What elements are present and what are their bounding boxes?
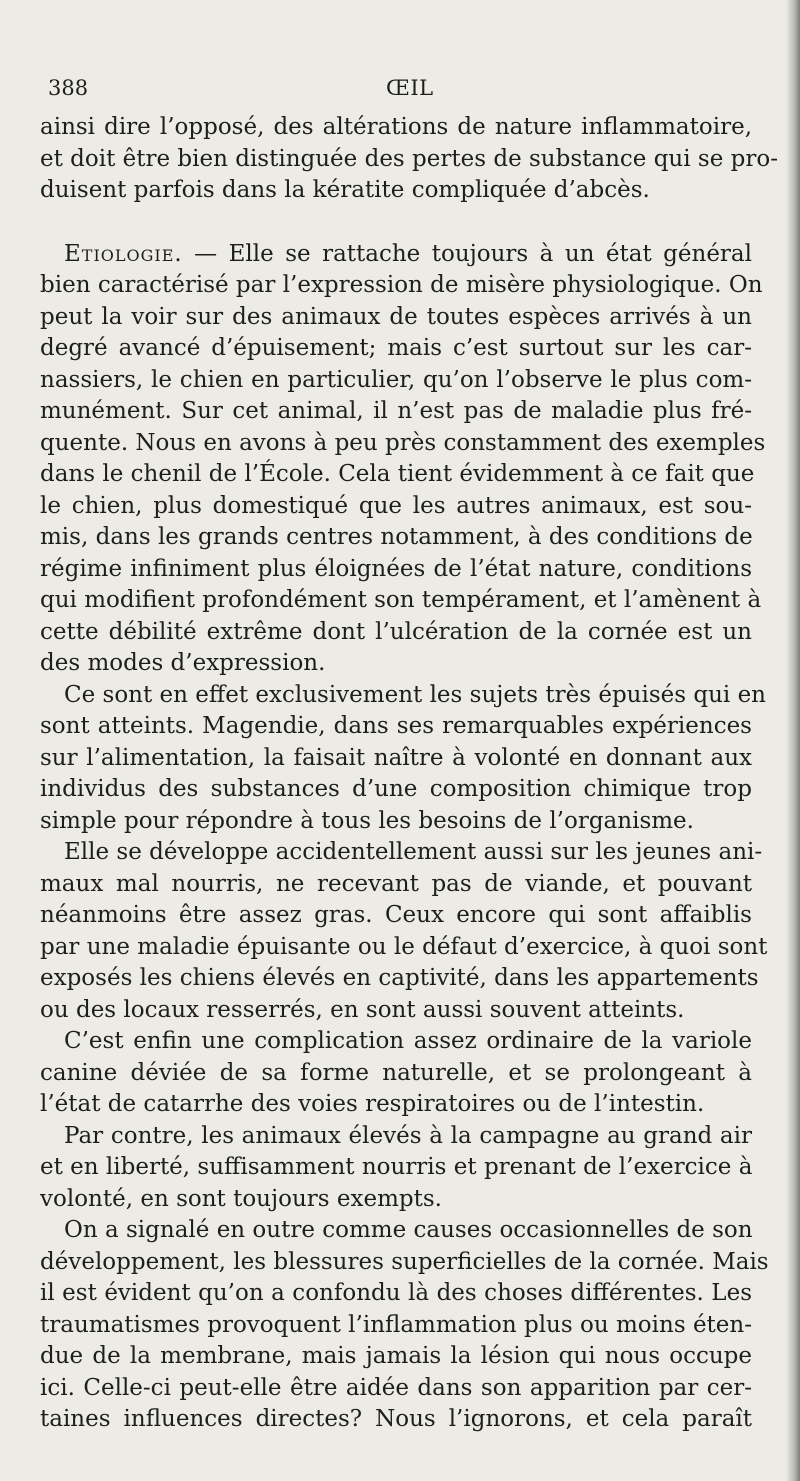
page-header xyxy=(48,76,752,106)
text-line: dans le chenil de l’École. Cela tient évidemment à ce fait que xyxy=(40,461,755,487)
text-line: il est évident qu’on a confondu là des choses différentes. Les xyxy=(40,1280,752,1306)
paragraph xyxy=(40,1026,752,1121)
text-line: ainsi dire l’opposé, des altérations de nature inflammatoire, xyxy=(40,114,752,140)
page-body xyxy=(40,112,778,1436)
text-line-remainder: — Elle se rattache toujours à un état général xyxy=(182,240,752,267)
text-line: due de la membrane, mais jamais la lésion qui nous occupe xyxy=(40,1343,752,1369)
text-line: sont atteints. Magendie, dans ses remarquables expériences xyxy=(40,713,752,739)
text-line: ici. Celle-ci peut-elle être aidée dans son apparition par cer- xyxy=(40,1374,752,1401)
paragraph xyxy=(40,1215,769,1436)
section-gap xyxy=(40,207,752,239)
text-line: munément. Sur cet animal, il n’est pas de maladie plus fré- xyxy=(40,398,752,424)
text-line: nassiers, le chien en particulier, qu’on l’observe le plus com- xyxy=(40,366,752,393)
page-spine-shadow xyxy=(786,0,800,1481)
text-line: C’est enfin une complication assez ordinaire de la variole xyxy=(64,1028,752,1054)
text-line: l’état de catarrhe des voies respiratoires ou de l’intestin. xyxy=(40,1091,705,1117)
text-line: des modes d’expression. xyxy=(40,650,326,676)
paragraph-etiologie xyxy=(40,239,766,680)
text-line: simple pour répondre à tous les besoins de l’organisme. xyxy=(40,807,694,834)
text-line: cette débilité extrême dont l’ulcération de la cornée est un xyxy=(40,618,752,645)
text-line: bien caractérisé par l’expression de misère physiologique. On xyxy=(40,272,763,298)
section-heading: Etiologie. xyxy=(64,240,183,267)
text-line: mis, dans les grands centres notamment, à des conditions de xyxy=(40,524,753,550)
text-line xyxy=(40,239,752,271)
text-line: On a signalé en outre comme causes occasionnelles de son xyxy=(64,1217,753,1243)
paragraph xyxy=(40,112,778,207)
text-line: et doit être bien distinguée des pertes de substance qui se pro- xyxy=(40,145,778,172)
paragraph xyxy=(40,1121,752,1216)
text-line: maux mal nourris, ne recevant pas de viande, et pouvant xyxy=(40,870,752,897)
page-number: 388 xyxy=(48,76,89,100)
text-line: néanmoins être assez gras. Ceux encore qui sont affaiblis xyxy=(40,902,752,928)
paragraph xyxy=(40,680,766,838)
text-line: exposés les chiens élevés en captivité, dans les appartements xyxy=(40,965,759,991)
text-line: Ce sont en effet exclusivement les sujets très épuisés qui en xyxy=(64,681,766,708)
running-title: ŒIL xyxy=(386,76,434,100)
paragraph xyxy=(40,837,768,1026)
text-line: par une maladie épuisante ou le défaut d’exercice, à quoi sont xyxy=(40,933,768,960)
text-line: Elle se développe accidentellement aussi sur les jeunes ani- xyxy=(64,839,763,865)
text-line: peut la voir sur des animaux de toutes espèces arrivés à un xyxy=(40,303,752,330)
text-line: individus des substances d’une composition chimique trop xyxy=(40,776,752,802)
text-line: traumatismes provoquent l’inflammation plus ou moins éten- xyxy=(40,1311,752,1338)
text-line: taines influences directes? Nous l’ignorons, et cela paraît xyxy=(40,1406,752,1432)
text-line: Par contre, les animaux élevés à la campagne au grand air xyxy=(64,1122,752,1149)
text-line: et en liberté, suffisamment nourris et prenant de l’exercice à xyxy=(40,1154,753,1180)
text-line: régime infiniment plus éloignées de l’état nature, conditions xyxy=(40,555,752,582)
text-line: développement, les blessures superficielles de la cornée. Mais xyxy=(40,1248,769,1275)
text-line: ou des locaux resserrés, en sont aussi souvent atteints. xyxy=(40,996,685,1023)
text-line: qui modifient profondément son tempérament, et l’amènent à xyxy=(40,587,762,613)
text-line: canine déviée de sa forme naturelle, et se prolongeant à xyxy=(40,1059,752,1086)
text-line: quente. Nous en avons à peu près constamment des exemples xyxy=(40,429,766,456)
text-line: sur l’alimentation, la faisait naître à volonté en donnant aux xyxy=(40,744,752,771)
text-line: duisent parfois dans la kératite compliquée d’abcès. xyxy=(40,177,650,203)
text-line: degré avancé d’épuisement; mais c’est surtout sur les car- xyxy=(40,335,752,361)
text-line: volonté, en sont toujours exempts. xyxy=(40,1185,442,1212)
text-line: le chien, plus domestiqué que les autres animaux, est sou- xyxy=(40,492,752,519)
